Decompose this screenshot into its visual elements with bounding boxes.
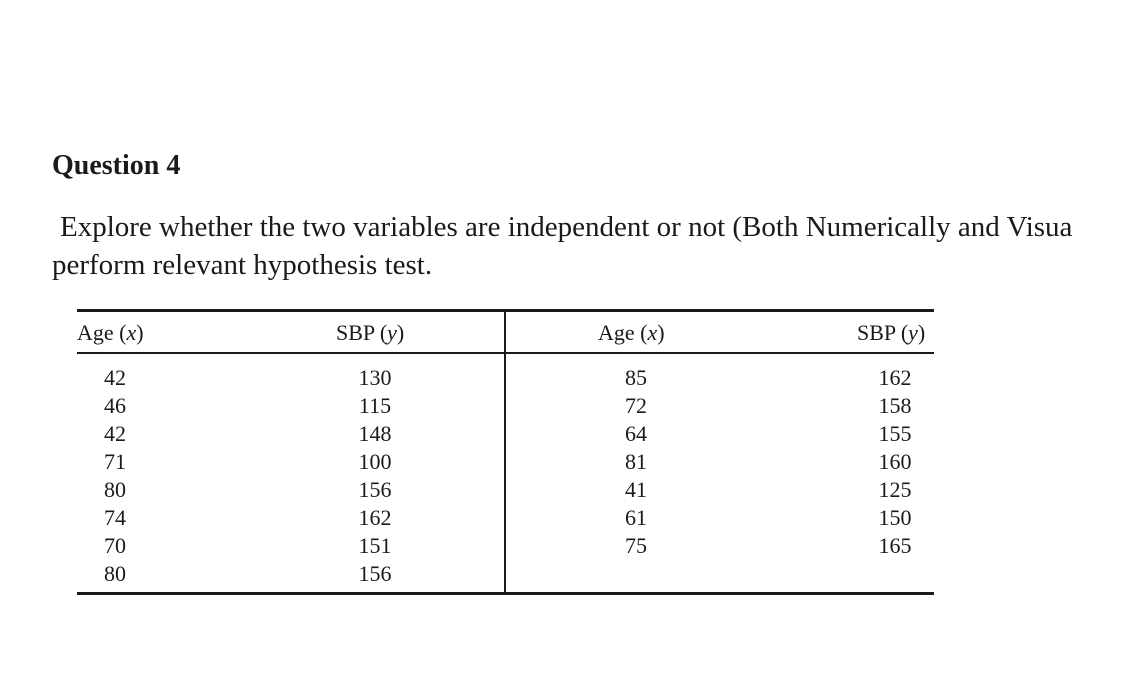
table-column-divider xyxy=(504,309,506,595)
table-cell: 46 xyxy=(104,393,126,418)
table-cell: 70 xyxy=(104,533,126,558)
question-text-line-2: perform relevant hypothesis test. xyxy=(52,249,433,281)
table-cell: 115 xyxy=(358,393,392,418)
table-cell: 42 xyxy=(104,421,126,446)
header-age-1: Age (x) xyxy=(77,320,144,345)
table-cell: 125 xyxy=(878,477,912,502)
table-cell: 156 xyxy=(358,477,392,502)
table-cell: 148 xyxy=(358,421,392,446)
table-cell: 61 xyxy=(625,505,647,530)
table-cell: 162 xyxy=(878,365,912,390)
table-cell: 151 xyxy=(358,533,392,558)
question-text xyxy=(52,208,1125,284)
question-heading: Question 4 xyxy=(52,150,181,181)
table-cell: 158 xyxy=(878,393,912,418)
table-cell: 80 xyxy=(104,477,126,502)
column-age-1 xyxy=(95,364,135,588)
header-sbp-1: SBP (y) xyxy=(336,320,405,345)
table-cell: 80 xyxy=(104,561,126,586)
table-cell: 156 xyxy=(358,561,392,586)
table-cell: 41 xyxy=(625,477,647,502)
header-age-2: Age (x) xyxy=(598,320,665,345)
table-cell: 155 xyxy=(878,421,912,446)
table-cell: 162 xyxy=(358,505,392,530)
table-cell: 64 xyxy=(625,421,647,446)
table-cell: 72 xyxy=(625,393,647,418)
column-sbp-1 xyxy=(352,364,398,588)
table-cell: 150 xyxy=(878,505,912,530)
column-sbp-2 xyxy=(872,364,918,560)
table-cell: 75 xyxy=(625,533,647,558)
table-cell: 130 xyxy=(358,365,392,390)
table-cell: 165 xyxy=(878,533,912,558)
question-text-line-1: Explore whether the two variables are independent or not (Both Numerically and Visua xyxy=(60,211,1073,243)
header-sbp-2: SBP (y) xyxy=(857,320,926,345)
table-cell: 42 xyxy=(104,365,126,390)
table-cell: 71 xyxy=(104,449,126,474)
table-cell: 100 xyxy=(358,449,392,474)
table-cell: 81 xyxy=(625,449,647,474)
table-cell: 160 xyxy=(878,449,912,474)
column-age-2 xyxy=(616,364,656,560)
table-cell: 74 xyxy=(104,505,126,530)
table-cell: 85 xyxy=(625,365,647,390)
data-table xyxy=(77,309,934,595)
